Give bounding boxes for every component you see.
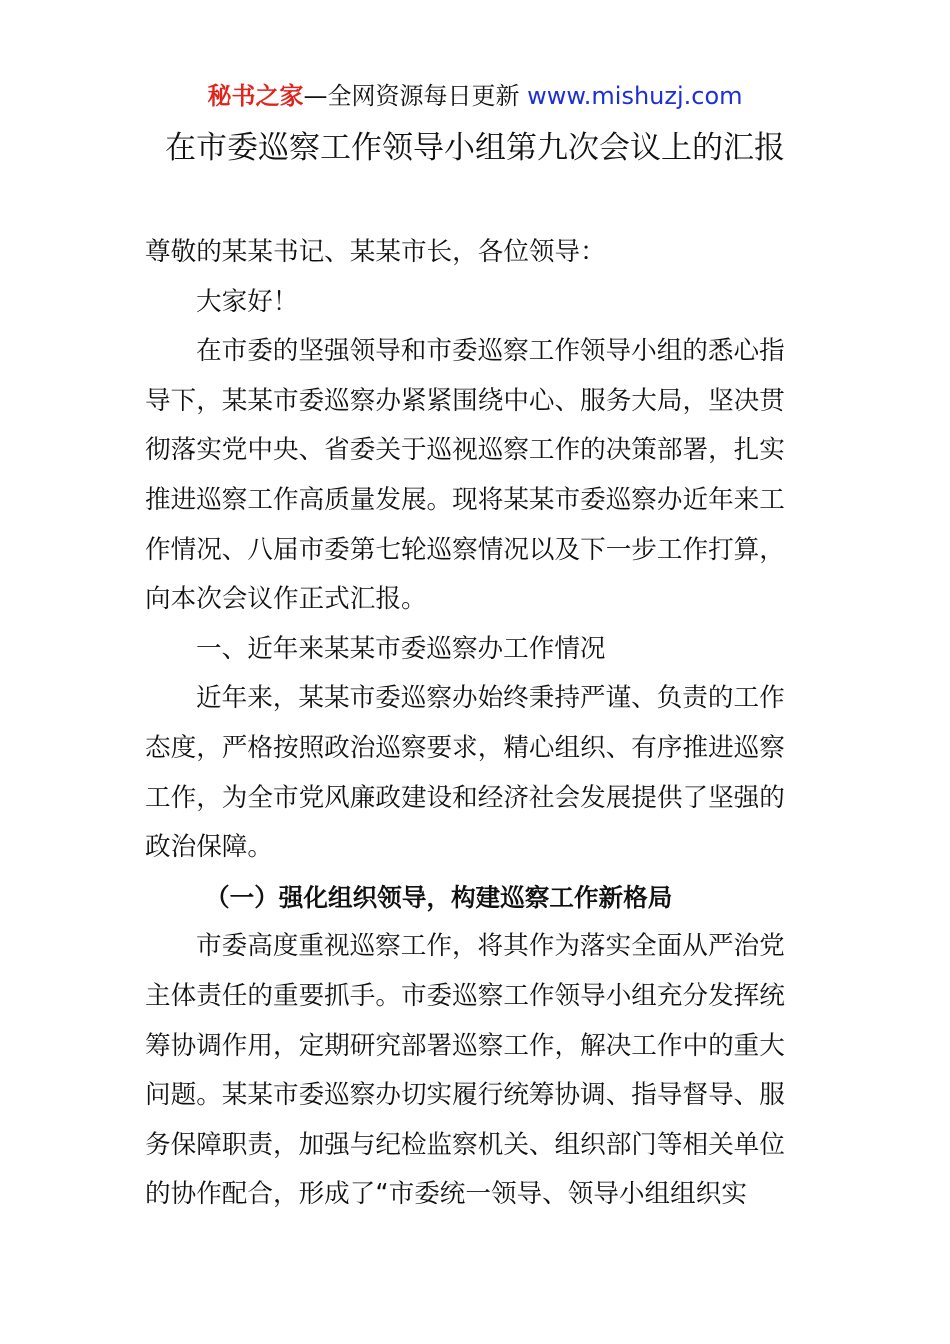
greeting: 大家好！ [196,286,299,317]
site-header [0,80,950,112]
site-url[interactable]: www.mishuzj.com [527,82,743,110]
document-title: 在市委巡察工作领导小组第九次会议上的汇报 [165,130,785,166]
section-heading: 一、近年来某某市委巡察办工作情况 [196,633,606,664]
document-body [145,228,807,1220]
subsection-paragraph: 市委高度重视巡察工作，将其作为落实全面从严治党主体责任的重要抓手。市委巡察工作领导小组充分发挥统筹协调作用，定期研究部署巡察工作，解决工作中的重大问题。某某市委巡察办切实履行统筹协调、指导督导、服务保障职责，加强与纪检监察机关、组织部门等相关单位的协作配合，形成了“市委统一领导、领导小组组织实 [145,931,785,1210]
section-paragraph: 近年来，某某市委巡察办始终秉持严谨、负责的工作态度，严格按照政治巡察要求，精心组织、有序推进巡察工作，为全市党风廉政建设和经济社会发展提供了坚强的政治保障。 [145,683,785,863]
subsection-heading: （一）强化组织领导，构建巡察工作新格局 [205,882,673,912]
salutation: 尊敬的某某书记、某某市长，各位领导： [145,237,606,267]
intro-paragraph: 在市委的坚强领导和市委巡察工作领导小组的悉心指导下，某某市委巡察办紧紧围绕中心、服务大局，坚决贯彻落实党中央、省委关于巡视巡察工作的决策部署，扎实推进巡察工作高质量发展。现将某某市委巡察办近年来工作情况、八届市委第七轮巡察情况以及下一步工作打算，向本次会议作正式汇报。 [145,336,785,615]
brand-name: 秘书之家 [207,82,304,110]
header-tagline: —全网资源每日更新 [303,82,520,110]
